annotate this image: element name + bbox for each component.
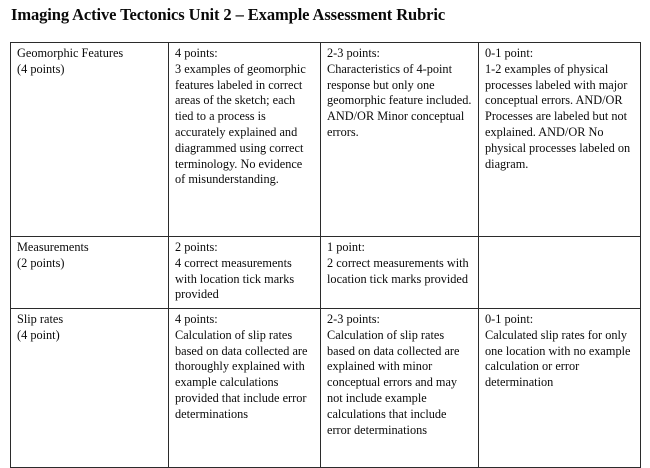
- criterion-cell: [11, 237, 169, 309]
- assessment-rubric-table: [10, 42, 641, 468]
- score-header: 1 point:: [327, 240, 365, 254]
- score-header: 2 points:: [175, 240, 218, 254]
- partial-credit-cell: [321, 43, 479, 237]
- score-header: 2-3 points:: [327, 312, 380, 326]
- score-description: 3 examples of geomorphic features labeled in correct areas of the sketch; each tied to a process is accurately explained and diagrammed using correct terminology. No evidence of misunderstanding.: [175, 61, 309, 187]
- page-title: Imaging Active Tectonics Unit 2 – Example Assessment Rubric: [11, 5, 446, 24]
- criterion-cell: [11, 43, 169, 237]
- low-credit-cell: [479, 309, 641, 468]
- score-description: 4 correct measurements with location tick marks provided: [175, 255, 298, 302]
- score-description: Characteristics of 4-point response but only one geomorphic feature included. AND/OR Minor conceptual errors.: [327, 61, 474, 139]
- score-header: 0-1 point:: [485, 312, 534, 326]
- criterion-name: Slip rates: [17, 312, 64, 326]
- score-header: 4 points:: [175, 312, 218, 326]
- table-row: [11, 43, 641, 237]
- criterion-cell: [11, 309, 169, 468]
- score-description: 2 correct measurements with location tick marks provided: [327, 255, 472, 286]
- score-header: 4 points:: [175, 46, 218, 60]
- partial-credit-cell: [321, 237, 479, 309]
- criterion-points: (4 points): [17, 61, 65, 76]
- table-row: [11, 309, 641, 468]
- partial-credit-cell: [321, 309, 479, 468]
- full-credit-cell: [169, 309, 321, 468]
- score-header: 0-1 point:: [485, 46, 534, 60]
- criterion-points: (2 points): [17, 255, 65, 270]
- criterion-name: Measurements: [17, 240, 89, 254]
- table-row: [11, 237, 641, 309]
- low-credit-cell: [479, 237, 641, 309]
- score-description: Calculation of slip rates based on data collected are explained with minor conceptual errors and may not include example calculations that include error determinations: [327, 327, 463, 437]
- criterion-name: Geomorphic Features: [17, 46, 124, 60]
- score-header: 2-3 points:: [327, 46, 380, 60]
- score-description: Calculated slip rates for only one location with no example calculation or error determination: [485, 327, 634, 390]
- full-credit-cell: [169, 237, 321, 309]
- full-credit-cell: [169, 43, 321, 237]
- score-description: 1-2 examples of physical processes labeled with major conceptual errors. AND/OR Processes are labeled but not explained. AND/OR No physical processes labeled on diagram.: [485, 61, 634, 171]
- low-credit-cell: [479, 43, 641, 237]
- criterion-points: (4 point): [17, 327, 60, 342]
- score-description: Calculation of slip rates based on data collected are thoroughly explained with example calculations provided that include error determinations: [175, 327, 311, 421]
